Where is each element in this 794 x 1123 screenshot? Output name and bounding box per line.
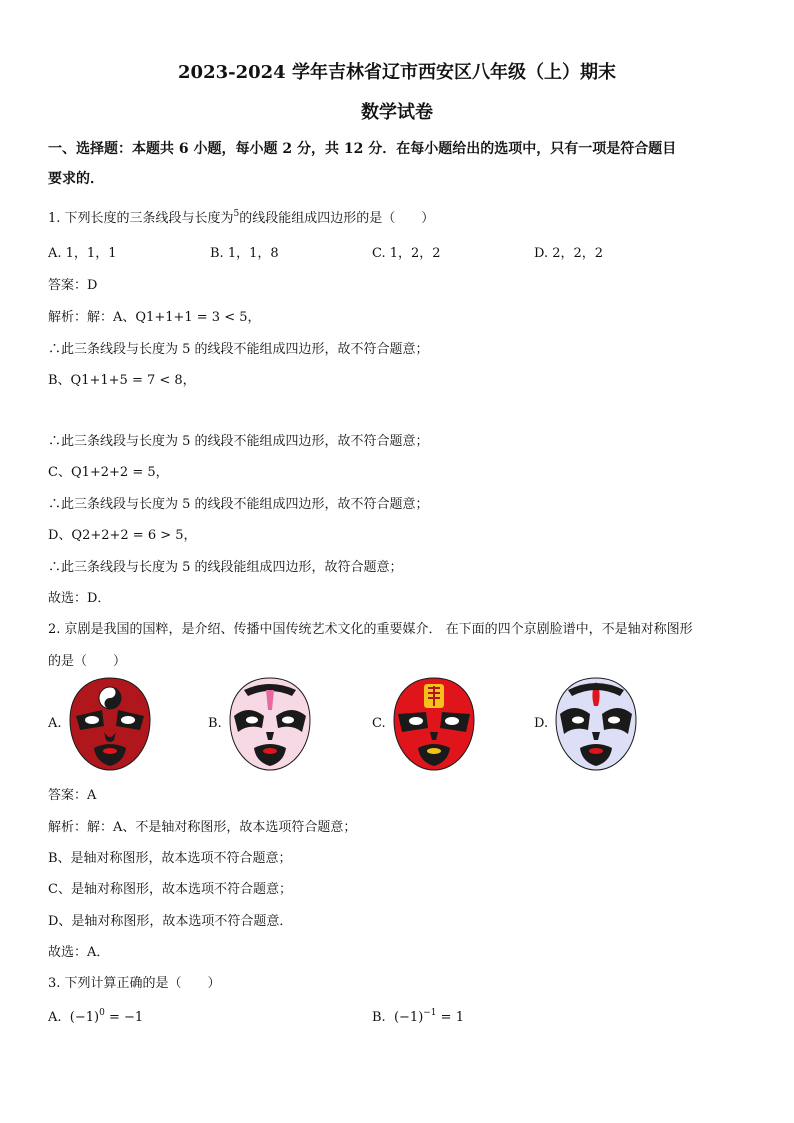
q2-answer: 答案：A xyxy=(48,788,97,803)
q3-option-b-base: (−1) xyxy=(393,1010,424,1025)
q3-option-a-exponent: 0 xyxy=(99,1008,105,1018)
q1-option-b: B. 1，1，8 xyxy=(210,246,279,261)
q2-option-a-label: A. xyxy=(48,716,62,731)
q2-option-c xyxy=(372,676,482,774)
q3-option-a xyxy=(48,1008,143,1025)
section-heading-line1: 一、选择题：本题共 6 小题，每小题 2 分，共 12 分．在每小题给出的选项中，只有一项是符合题目 xyxy=(48,141,677,157)
q1-analysis-line: C、Q1+2+2 = 5， xyxy=(48,465,169,480)
q1-analysis-line: ∴此三条线段与长度为 5 的线段不能组成四边形，故不符合题意； xyxy=(48,342,429,357)
q3-option-a-base: (−1) xyxy=(69,1010,100,1025)
pink-mask-icon xyxy=(228,676,312,772)
q2-option-b xyxy=(208,676,318,774)
q1-analysis-line: D、Q2+2+2 = 6 > 5， xyxy=(48,528,197,543)
q2-stem-line2: 的是（ ） xyxy=(48,654,127,669)
q1-analysis-line: ∴此三条线段与长度为 5 的线段能组成四边形，故符合题意； xyxy=(48,560,403,575)
q1-option-d: D. 2，2，2 xyxy=(534,246,604,261)
q2-analysis-line: C、是轴对称图形，故本选项不符合题意； xyxy=(48,882,292,897)
q1-stem xyxy=(48,207,434,226)
q2-option-c-label: C. xyxy=(372,716,386,731)
section-heading-line2: 要求的． xyxy=(48,171,104,187)
q1-analysis-line: 解析：解：A、Q1+1+1 = 3 < 5， xyxy=(48,310,261,325)
q1-analysis-line: 故选：D． xyxy=(48,591,111,606)
q1-analysis-line: B、Q1+1+5 = 7 < 8， xyxy=(48,373,196,388)
q1-stem-number: 5 xyxy=(233,209,240,219)
q2-stem-line1: 2. 京剧是我国的国粹，是介绍、传播中国传统艺术文化的重要媒介． 在下面的四个京剧脸谱中，不是轴对称图形 xyxy=(48,622,693,637)
q2-option-a xyxy=(48,676,158,774)
q2-analysis-line: D、是轴对称图形，故本选项不符合题意． xyxy=(48,914,293,929)
q3-option-b xyxy=(372,1008,464,1025)
q3-stem: 3. 下列计算正确的是（ ） xyxy=(48,976,221,991)
red-mask-icon xyxy=(392,676,476,772)
q2-analysis-line: 解析：解：A、不是轴对称图形，故本选项符合题意； xyxy=(48,820,357,835)
q2-analysis-line: 故选：A． xyxy=(48,945,110,960)
q3-option-b-label: B. xyxy=(372,1010,386,1025)
q3-option-b-rest: = 1 xyxy=(436,1010,464,1025)
q1-stem-b: 的线段能组成四边形的是（ ） xyxy=(239,211,435,226)
page-subtitle: 数学试卷 xyxy=(361,102,433,123)
q3-option-a-label: A. xyxy=(48,1010,62,1025)
q2-analysis-line: B、是轴对称图形，故本选项不符合题意； xyxy=(48,851,292,866)
q1-analysis-line: ∴此三条线段与长度为 5 的线段不能组成四边形，故不符合题意； xyxy=(48,434,429,449)
q1-option-c: C. 1，2，2 xyxy=(372,246,441,261)
q3-option-b-exponent: −1 xyxy=(423,1008,437,1018)
q1-option-a: A. 1，1，1 xyxy=(48,246,117,261)
q2-option-d-label: D. xyxy=(534,716,549,731)
blue-mask-icon xyxy=(554,676,638,772)
q1-analysis-line: ∴此三条线段与长度为 5 的线段不能组成四边形，故不符合题意； xyxy=(48,497,429,512)
q3-option-a-rest: = −1 xyxy=(104,1010,144,1025)
q2-option-b-label: B. xyxy=(208,716,222,731)
yin-yang-mask-icon xyxy=(68,676,152,772)
q2-option-d xyxy=(534,676,644,774)
page-title: 2023-2024 学年吉林省辽市西安区八年级（上）期末 xyxy=(178,62,616,83)
q1-stem-a: 1. 下列长度的三条线段与长度为 xyxy=(48,211,234,226)
q1-answer: 答案：D xyxy=(48,278,98,293)
